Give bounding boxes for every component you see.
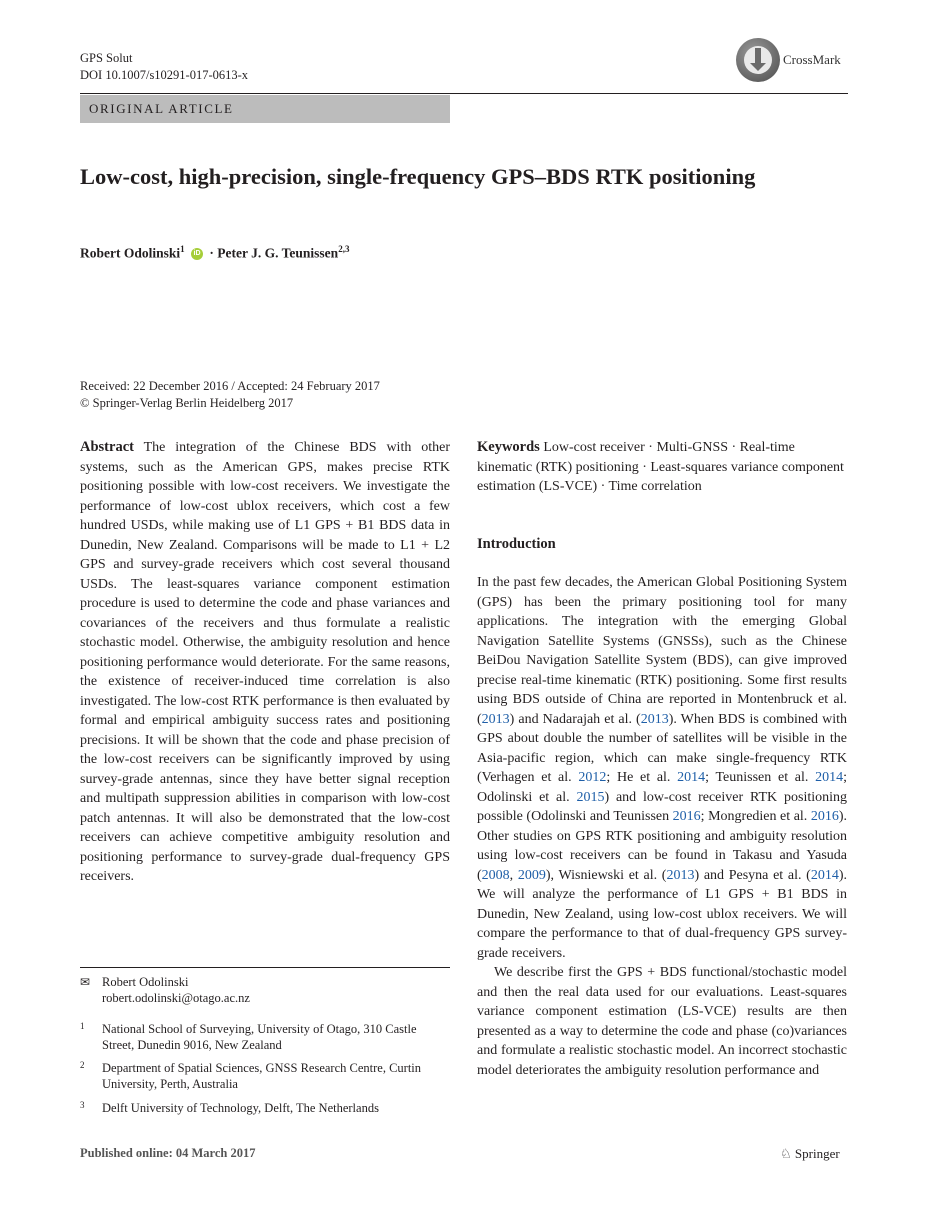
intro-paragraph-2: We describe first the GPS + BDS functional/stochastic model and then the real data used for our evaluations. Least-squares variance component estimation (LS-VCE) results are then presented as a way to determine the code and phase (co)variances and formulate a realistic stochastic model. An incorrect stochastic model deteriorates the ambiguity resolution performance and — [477, 965, 847, 1078]
citation-link[interactable]: 2016 — [810, 809, 839, 824]
article-dates — [80, 378, 380, 412]
publisher-name: Springer — [794, 1146, 840, 1161]
keywords-heading: Keywords — [477, 439, 540, 455]
keywords — [477, 438, 847, 497]
citation-link[interactable]: 2014 — [677, 770, 706, 785]
correspondence-name: Robert Odolinski — [102, 975, 189, 989]
crossmark-label: CrossMark — [783, 52, 841, 67]
orcid-icon[interactable]: iD — [191, 248, 203, 260]
author-list — [80, 244, 349, 262]
abstract — [80, 438, 450, 887]
springer-horse-icon: ♘ — [780, 1146, 792, 1161]
citation-link[interactable]: 2013 — [481, 711, 510, 727]
citation-link[interactable]: 2012 — [578, 770, 607, 785]
copyright: © Springer-Verlag Berlin Heidelberg 2017 — [80, 396, 294, 410]
journal-header — [80, 50, 248, 84]
header-rule — [80, 93, 848, 94]
crossmark-badge[interactable] — [736, 38, 848, 84]
envelope-icon: ✉ — [80, 975, 91, 989]
doi[interactable]: DOI 10.1007/s10291-017-0613-x — [80, 68, 249, 82]
author-1[interactable]: Robert Odolinski — [80, 245, 181, 261]
author-2[interactable]: Peter J. G. Teunissen — [217, 245, 339, 261]
crossmark-icon — [736, 38, 780, 82]
citation-link[interactable]: 2013 — [640, 711, 669, 727]
received-accepted: Received: 22 December 2016 / Accepted: 24 February 2017 — [80, 379, 380, 393]
article-type-label: ORIGINAL ARTICLE — [89, 101, 234, 116]
citation-link[interactable]: 2015 — [576, 789, 605, 805]
journal-name: GPS Solut — [80, 51, 133, 65]
correspondence-email[interactable]: robert.odolinski@otago.ac.nz — [102, 991, 250, 1005]
author-2-affil: 2,3 — [338, 244, 350, 254]
citation-link[interactable]: 2009 — [517, 867, 546, 883]
correspondence — [80, 974, 450, 1005]
footnote-rule — [80, 967, 450, 968]
intro-body — [477, 573, 847, 1080]
citation-link[interactable]: 2016 — [672, 809, 701, 824]
citation-link[interactable]: 2014 — [810, 867, 839, 883]
published-online: Published online: 04 March 2017 — [80, 1146, 256, 1160]
abstract-text: The integration of the Chinese BDS with other systems, such as the American GPS, makes precise RTK positioning possible with low-cost receivers. We investigate the performance of low-cost ublox receivers, which cost a few hundred USDs, while making use of L1 GPS + B1 BDS data in Dunedin, New Zealand. Comparisons will be made to L1 + L2 GPS and survey-grade receivers which cost several thousand USDs. The least-squares variance component estimation procedure is used to determine the code and phase variances and covariances of the receivers and thus formulate a realistic stochastic model. Otherwise, the ambiguity resolution and hence positioning performance would deteriorate. For the same reasons, the existence of receiver-induced time correlation is also investigated. The low-cost RTK performance is then evaluated by formal and empirical ambiguity success rates and positioning precisions. It will be shown that the code and phase precision of the low-cost receivers can be significantly improved by using survey-grade antennas, since they have better signal reception and multipath suppression abilities in comparison with low-cost patch antennas. It will also be demonstrated that the low-cost receivers can achieve competitive ambiguity resolution and positioning performance to survey-grade dual-frequency GPS receivers. — [80, 440, 450, 884]
keywords-text: Low-cost receiver · Multi-GNSS · Real-time kinematic (RTK) positioning · Least-squares variance component estimation (LS-VCE) · Time correlation — [477, 440, 844, 494]
article-type-banner — [80, 95, 450, 123]
paper-title: Low-cost, high-precision, single-frequency GPS–BDS RTK positioning — [80, 164, 756, 189]
author-1-affil: 1 — [180, 244, 185, 254]
abstract-heading: Abstract — [80, 439, 134, 455]
citation-link[interactable]: 2014 — [815, 770, 844, 785]
citation-link[interactable]: 2008 — [481, 867, 510, 883]
intro-heading: Introduction — [477, 536, 556, 552]
citation-link[interactable]: 2013 — [666, 867, 695, 883]
intro-paragraph-1: In the past few decades, the American Global Positioning System (GPS) has been the primary positioning tool for many applications. The integration with the emerging Global Navigation Satellite Systems (GNSSs), such as the Chinese BeiDou Navigation Satellite System (BDS), can give improved precise real-time kinematic (RTK) positioning. Some first results using BDS outside of China are reported in Montenbruck et al. (2013) and Nadarajah et al. (2013). When BDS is combined with GPS about double the number of satellites will be visible in the Asia-pacific region, which can make single-frequency RTK (Verhagen et al. 2012; He et al. 2014; Teunissen et al. 2014; Odolinski et al. 2015) and low-cost receiver RTK positioning possible (Odolinski and Teunissen 2016; Mongredien et al. 2016). Other studies on GPS RTK positioning and ambiguity resolution using low-cost receivers can be found in Takasu and Yasuda (2008, 2009), Wisniewski et al. (2013) and Pesyna et al. (2014). We will analyze the performance of L1 GPS + B1 BDS in Dunedin, New Zealand, using low-cost ublox receivers. We will compare the performance to that of dual-frequency GPS survey-grade receivers. — [477, 575, 848, 961]
publisher-logo — [780, 1146, 840, 1162]
author-separator: · — [209, 245, 214, 261]
